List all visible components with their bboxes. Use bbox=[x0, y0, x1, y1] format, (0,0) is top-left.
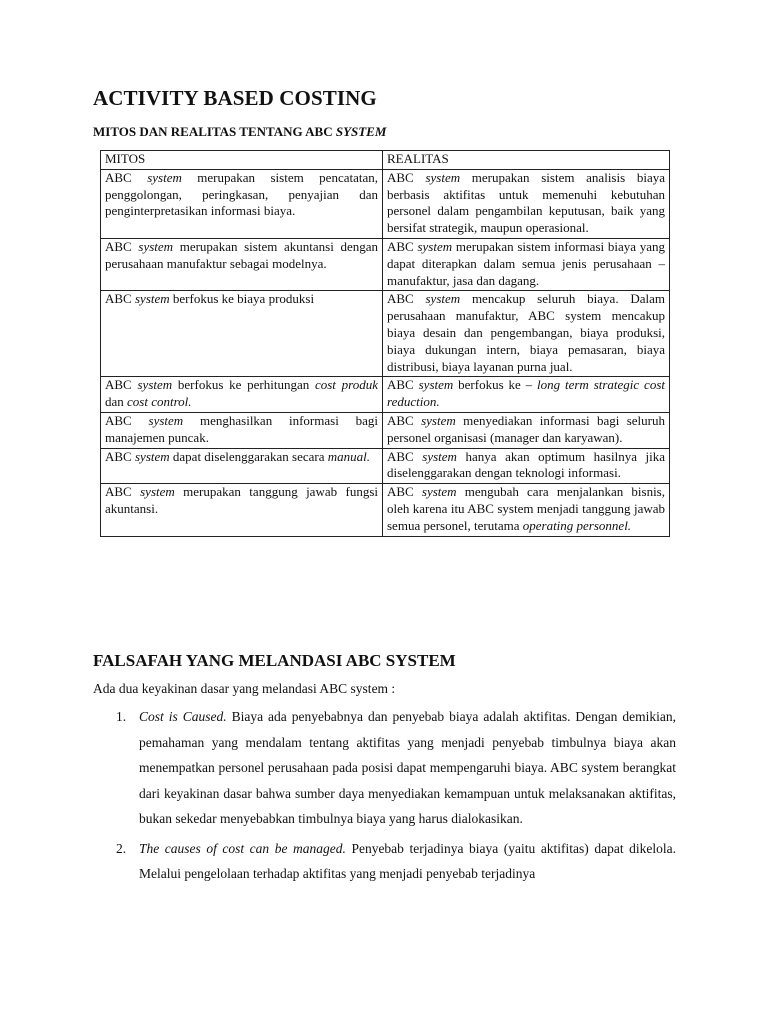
cell-text-segment: mengubah cara menjalankan bisnis, oleh karena itu ABC system menjadi tanggung jawab semua personel, terutama bbox=[387, 484, 665, 533]
list-text: Penyebab terjadinya biaya (yaitu aktifitas) dapat dikelola. Melalui pengelolaan terhadap aktifitas yang menjadi penyebab terjadinya bbox=[139, 840, 676, 881]
cell-text-segment: berfokus ke biaya produksi bbox=[169, 291, 315, 307]
cell-text-segment: ABC bbox=[387, 484, 422, 500]
table-row bbox=[101, 291, 670, 377]
list-item bbox=[93, 836, 676, 887]
cell-text-segment: system bbox=[137, 377, 173, 393]
table-row bbox=[101, 484, 670, 536]
list-lead: Cost is Caused. bbox=[139, 709, 227, 724]
list-item bbox=[93, 704, 676, 832]
cell-text-segment: ABC bbox=[105, 412, 149, 428]
subtitle-prefix: MITOS DAN REALITAS TENTANG ABC bbox=[93, 124, 336, 139]
cell-mitos bbox=[101, 377, 383, 413]
cell-text-segment: ABC bbox=[105, 169, 148, 185]
cell-text-segment: system bbox=[147, 169, 182, 185]
cell-text-segment: menyediakan informasi bagi seluruh personel organisasi (manager dan karyawan). bbox=[387, 412, 665, 445]
cell-text-segment: menghasilkan informasi bagi manajemen puncak. bbox=[105, 412, 378, 445]
list-lead: The causes of cost can be managed. bbox=[139, 840, 346, 856]
cell-text-segment: berfokus ke perhitungan bbox=[172, 377, 315, 393]
cell-realitas bbox=[383, 484, 670, 536]
cell-text-segment: operating personnel. bbox=[522, 517, 632, 533]
cell-text-segment: system bbox=[425, 291, 461, 307]
cell-mitos bbox=[101, 169, 383, 238]
cell-text-segment: cost produk bbox=[314, 377, 378, 393]
table-row bbox=[101, 377, 670, 413]
cell-text-segment: cost control. bbox=[127, 394, 192, 410]
cell-text-segment: manual. bbox=[327, 448, 370, 464]
cell-realitas bbox=[383, 238, 670, 290]
cell-realitas bbox=[383, 169, 670, 238]
cell-realitas bbox=[383, 291, 670, 377]
list-number: 1. bbox=[116, 709, 127, 724]
cell-text-segment: ABC bbox=[387, 377, 419, 393]
cell-mitos bbox=[101, 291, 383, 377]
cell-text-segment: ABC bbox=[387, 291, 426, 307]
section-intro: Ada dua keyakinan dasar yang melandasi ABC system : bbox=[93, 681, 396, 696]
cell-text-segment: system bbox=[418, 377, 454, 393]
cell-mitos bbox=[101, 412, 383, 448]
cell-realitas bbox=[383, 448, 670, 484]
cell-text-segment: ABC bbox=[105, 291, 135, 307]
subtitle-italic: SYSTEM bbox=[335, 124, 387, 139]
cell-text-segment: ABC bbox=[105, 448, 135, 464]
table-row bbox=[101, 448, 670, 484]
table-row bbox=[101, 238, 670, 290]
section-heading: FALSAFAH YANG MELANDASI ABC SYSTEM bbox=[93, 651, 456, 670]
myths-realities-table bbox=[100, 150, 670, 537]
cell-mitos bbox=[101, 448, 383, 484]
cell-text-segment: system bbox=[421, 412, 456, 428]
cell-text-segment: ABC bbox=[387, 169, 426, 185]
cell-text-segment: merupakan sistem pencatatan, penggolongan, peringkasan, penyajian dan penginterpretasikan informasi biaya. bbox=[105, 169, 378, 219]
page-title: ACTIVITY BASED COSTING bbox=[93, 86, 377, 110]
cell-text-segment: merupakan sistem analisis biaya berbasis aktifitas untuk memenuhi kebutuhan personel dalam pengambilan keputusan, baik yang bersifat strategik, maupun operasional. bbox=[387, 169, 666, 236]
cell-text-segment: system bbox=[417, 238, 453, 254]
cell-text-segment: hanya akan optimum hasilnya jika diselenggarakan dengan teknologi informasi. bbox=[387, 448, 666, 481]
cell-text-segment: system bbox=[421, 484, 457, 500]
cell-text-segment: ABC bbox=[105, 484, 141, 500]
list-number: 2. bbox=[116, 840, 127, 856]
belief-list bbox=[93, 704, 676, 891]
cell-text-segment: dan bbox=[105, 394, 128, 410]
cell-text-segment: merupakan sistem informasi biaya yang dapat diterapkan dalam semua jenis perusahaan – manufaktur, jasa dan dagang. bbox=[387, 238, 665, 288]
cell-text-segment: merupakan tanggung jawab fungsi akuntansi. bbox=[105, 484, 378, 516]
table-subtitle bbox=[93, 124, 386, 140]
cell-text-segment: ABC bbox=[105, 377, 138, 393]
cell-text-segment: ABC bbox=[105, 238, 139, 254]
cell-text-segment: berfokus ke – bbox=[453, 377, 538, 393]
header-realitas: REALITAS bbox=[383, 151, 670, 170]
cell-text-segment: system bbox=[134, 291, 170, 307]
cell-text-segment: dapat diselenggarakan secara bbox=[169, 448, 328, 464]
cell-text-segment: system bbox=[425, 169, 461, 185]
cell-realitas bbox=[383, 412, 670, 448]
cell-text-segment: system bbox=[422, 448, 457, 464]
list-text: Biaya ada penyebabnya dan penyebab biaya adalah aktifitas. Dengan demikian, pemahaman yang mendalam tentang aktifitas yang menjadi penyebab timbulnya biaya akan menempatkan personel perusahaan pada posisi dapat mempengaruhi biaya. ABC system berangkat dari keyakinan dasar bahwa sumber daya menyediakan kemampuan untuk melaksanakan aktifitas, bukan sekedar menyebabkan timbulnya biaya yang harus dialokasikan. bbox=[139, 709, 677, 826]
cell-realitas bbox=[383, 377, 670, 413]
cell-text-segment: ABC bbox=[387, 238, 418, 254]
table-header-row bbox=[101, 151, 670, 170]
cell-text-segment: ABC bbox=[387, 448, 423, 464]
cell-mitos bbox=[101, 484, 383, 536]
cell-text-segment: system bbox=[148, 412, 184, 428]
cell-mitos bbox=[101, 238, 383, 290]
cell-text-segment: mencakup seluruh biaya. Dalam perusahaan manufaktur, ABC system mencakup biaya desain dan pengembangan, biaya produksi, biaya dukungan intern, biaya pemasaran, biaya distribusi, biaya layanan purna jual. bbox=[387, 291, 665, 374]
cell-text-segment: system bbox=[140, 484, 175, 500]
cell-text-segment: ABC bbox=[387, 412, 422, 428]
cell-text-segment: system bbox=[134, 448, 170, 464]
cell-text-segment: long term strategic cost reduction. bbox=[387, 377, 665, 410]
cell-text-segment: merupakan sistem akuntansi dengan perusahaan manufaktur sebagai modelnya. bbox=[105, 238, 378, 271]
cell-text-segment: system bbox=[138, 238, 174, 254]
header-mitos: MITOS bbox=[101, 151, 383, 170]
table-row bbox=[101, 169, 670, 238]
table-row bbox=[101, 412, 670, 448]
